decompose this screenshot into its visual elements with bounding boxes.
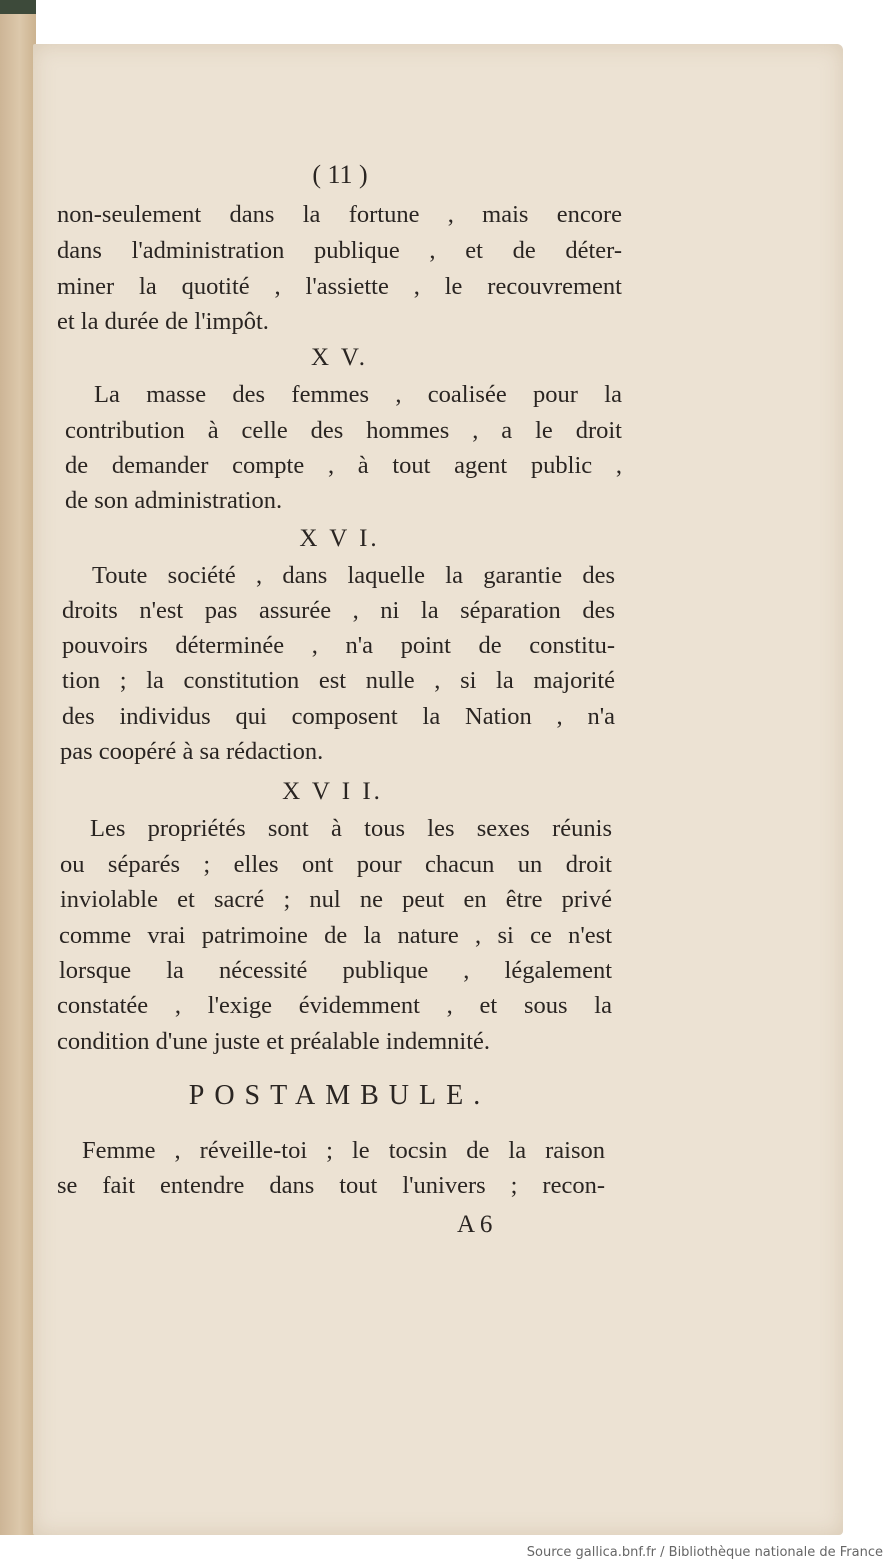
text-line: Toute société , dans laquelle la garantie des <box>92 562 615 589</box>
article-heading-15: X V. <box>311 344 368 371</box>
text-line: comme vrai patrimoine de la nature , si ce n'est <box>59 922 612 949</box>
text-line: ou séparés ; elles ont pour chacun un droit <box>60 851 612 878</box>
text-line: non-seulement dans la fortune , mais encore <box>57 201 622 228</box>
text-line: et la durée de l'impôt. <box>57 308 269 335</box>
text-line: droits n'est pas assurée , ni la séparation des <box>62 597 615 624</box>
text-line: des individus qui composent la Nation , n'a <box>62 703 615 730</box>
text-line: condition d'une juste et préalable indemnité. <box>57 1028 491 1055</box>
text-line: miner la quotité , l'assiette , le recouvrement <box>57 273 622 300</box>
text-line: se fait entendre dans tout l'univers ; recon- <box>57 1172 605 1199</box>
article-heading-17: X V I I. <box>282 778 383 805</box>
text-line: inviolable et sacré ; nul ne peut en être privé <box>60 886 612 913</box>
postambule-heading: POSTAMBULE. <box>188 1080 491 1111</box>
text-line: pouvoirs déterminée , n'a point de constitu- <box>62 632 615 659</box>
text-line: tion ; la constitution est nulle , si la majorité <box>62 667 615 694</box>
text-line: pas coopéré à sa rédaction. <box>60 738 324 765</box>
book-spine-edge <box>0 0 36 1535</box>
source-credit: Source gallica.bnf.fr / Bibliothèque nationale de France <box>526 1545 883 1560</box>
text-line: Femme , réveille-toi ; le tocsin de la raison <box>82 1137 605 1164</box>
page-number: ( 11 ) <box>312 160 368 189</box>
signature-mark: A 6 <box>457 1211 493 1238</box>
text-line: de demander compte , à tout agent public , <box>65 452 622 479</box>
text-line: lorsque la nécessité publique , légalement <box>59 957 612 984</box>
spine-binding-band <box>0 0 36 14</box>
text-line: dans l'administration publique , et de déter- <box>57 237 622 264</box>
text-line: Les propriétés sont à tous les sexes réunis <box>90 815 612 842</box>
text-line: constatée , l'exige évidemment , et sous la <box>57 992 612 1019</box>
text-line: La masse des femmes , coalisée pour la <box>94 381 622 408</box>
text-line: de son administration. <box>65 487 283 514</box>
article-heading-16: X V I. <box>299 525 380 552</box>
text-line: contribution à celle des hommes , a le droit <box>65 417 622 444</box>
